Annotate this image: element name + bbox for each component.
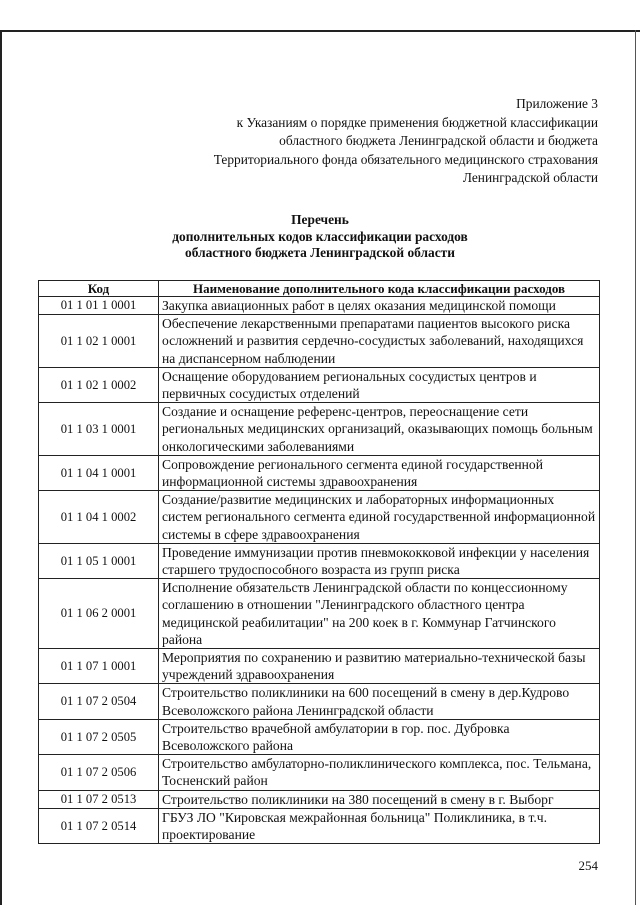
row-name: Закупка авиационных работ в целях оказания медицинской помощи bbox=[159, 297, 600, 315]
appendix-line: Ленинградской области bbox=[462, 170, 598, 186]
row-name: ГБУЗ ЛО "Кировская межрайонная больница" Поликлиника, в т.ч. проектирование bbox=[159, 808, 600, 843]
appendix-note bbox=[78, 95, 598, 188]
table-row bbox=[39, 403, 600, 456]
row-code: 01 1 07 2 0513 bbox=[39, 790, 159, 808]
row-code: 01 1 07 2 0506 bbox=[39, 755, 159, 790]
table-row bbox=[39, 755, 600, 790]
table-row bbox=[39, 455, 600, 490]
table-row bbox=[39, 315, 600, 368]
page-frame-left bbox=[0, 30, 2, 905]
table-row bbox=[39, 297, 600, 315]
title-line: дополнительных кодов классификации расходов bbox=[172, 228, 468, 244]
table-row bbox=[39, 719, 600, 754]
row-code: 01 1 02 1 0002 bbox=[39, 367, 159, 402]
page-frame-right bbox=[635, 30, 636, 905]
row-code: 01 1 04 1 0001 bbox=[39, 455, 159, 490]
row-name: Создание и оснащение референс-центров, переоснащение сети региональных медицинских организаций, оказывающих помощь больным онкологическими заболеваниями bbox=[159, 403, 600, 456]
codes-table bbox=[38, 280, 600, 844]
table-row bbox=[39, 684, 600, 719]
row-name: Строительство амбулаторно-поликлинического комплекса, пос. Тельмана, Тосненский район bbox=[159, 755, 600, 790]
row-name: Строительство поликлиники на 380 посещений в смену в г. Выборг bbox=[159, 790, 600, 808]
row-name: Оснащение оборудованием региональных сосудистых центров и первичных сосудистых отделений bbox=[159, 367, 600, 402]
appendix-line: областного бюджета Ленинградской области и бюджета bbox=[279, 133, 598, 149]
row-code: 01 1 04 1 0002 bbox=[39, 491, 159, 544]
row-name: Проведение иммунизации против пневмококковой инфекции у населения старшего трудоспособного возраста из групп риска bbox=[159, 543, 600, 578]
table-header-row bbox=[39, 281, 600, 297]
row-code: 01 1 07 2 0504 bbox=[39, 684, 159, 719]
row-code: 01 1 06 2 0001 bbox=[39, 579, 159, 649]
row-code: 01 1 03 1 0001 bbox=[39, 403, 159, 456]
table-row bbox=[39, 367, 600, 402]
row-name: Создание/развитие медицинских и лабораторных информационных систем регионального сегмента единой государственной информационной системы в сфере здравоохранения bbox=[159, 491, 600, 544]
row-code: 01 1 07 2 0514 bbox=[39, 808, 159, 843]
table-row bbox=[39, 808, 600, 843]
table-row bbox=[39, 790, 600, 808]
table-row bbox=[39, 579, 600, 649]
header-code: Код bbox=[39, 281, 159, 297]
page-number: 254 bbox=[578, 858, 598, 873]
table-row bbox=[39, 543, 600, 578]
table-row bbox=[39, 491, 600, 544]
row-name: Сопровождение регионального сегмента единой государственной информационной системы здравоохранения bbox=[159, 455, 600, 490]
row-code: 01 1 07 1 0001 bbox=[39, 649, 159, 684]
header-name: Наименование дополнительного кода классификации расходов bbox=[159, 281, 600, 297]
document-title bbox=[110, 212, 530, 262]
title-line: областного бюджета Ленинградской области bbox=[185, 245, 455, 260]
row-code: 01 1 01 1 0001 bbox=[39, 297, 159, 315]
row-name: Обеспечение лекарственными препаратами пациентов высокого риска осложнений и развития сердечно-сосудистых заболеваний, находящихся на диспансерном наблюдении bbox=[159, 315, 600, 368]
appendix-line: Приложение 3 bbox=[516, 96, 598, 111]
row-name: Строительство врачебной амбулатории в гор. пос. Дубровка Всеволожского района bbox=[159, 719, 600, 754]
row-code: 01 1 07 2 0505 bbox=[39, 719, 159, 754]
table-row bbox=[39, 649, 600, 684]
row-name: Исполнение обязательств Ленинградской области по концессионному соглашению в отношении "Ленинградского областного центра медицинской реабилитации" на 200 коек в г. Коммунар Гатчинского района bbox=[159, 579, 600, 649]
row-name: Строительство поликлиники на 600 посещений в смену в дер.Кудрово Всеволожского района Ленинградской области bbox=[159, 684, 600, 719]
appendix-line: к Указаниям о порядке применения бюджетной классификации bbox=[236, 114, 598, 130]
appendix-line: Территориального фонда обязательного медицинского страхования bbox=[213, 151, 598, 167]
title-line: Перечень bbox=[291, 212, 349, 227]
row-code: 01 1 05 1 0001 bbox=[39, 543, 159, 578]
row-name: Мероприятия по сохранению и развитию материально-технической базы учреждений здравоохранения bbox=[159, 649, 600, 684]
row-code: 01 1 02 1 0001 bbox=[39, 315, 159, 368]
page-frame-top bbox=[0, 30, 640, 32]
